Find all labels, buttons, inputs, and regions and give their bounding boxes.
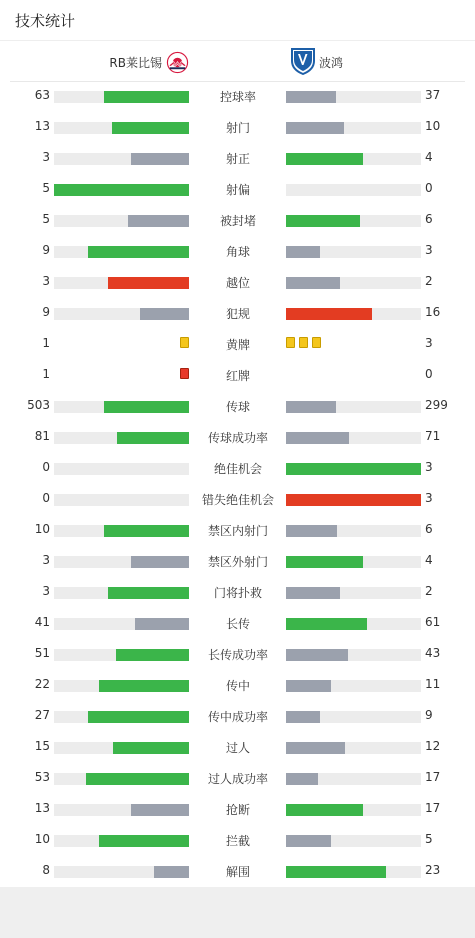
home-bar-fill xyxy=(104,525,189,537)
away-value: 3 xyxy=(425,336,433,350)
stat-row xyxy=(0,334,475,356)
away-bar-fill xyxy=(286,463,421,475)
home-value: 9 xyxy=(42,243,50,257)
home-value: 503 xyxy=(27,398,50,412)
away-bar-fill xyxy=(286,91,336,103)
home-value: 3 xyxy=(42,553,50,567)
stat-label: 射偏 xyxy=(225,183,250,197)
away-bar-fill xyxy=(286,742,345,754)
home-value: 13 xyxy=(34,801,50,815)
away-value: 3 xyxy=(425,491,433,505)
stat-row xyxy=(0,117,475,139)
away-bar-fill xyxy=(286,835,331,847)
home-bar-track xyxy=(54,680,189,692)
home-value: 53 xyxy=(34,770,50,784)
home-bar-fill xyxy=(88,711,189,723)
home-bar-fill xyxy=(135,618,189,630)
away-bar-fill xyxy=(286,556,363,568)
home-cards xyxy=(54,337,189,351)
home-bar-track xyxy=(54,308,189,320)
teams-divider xyxy=(10,81,465,82)
stat-label: 红牌 xyxy=(225,369,250,383)
away-value: 9 xyxy=(425,708,433,722)
away-bar-track xyxy=(286,401,421,413)
home-value: 0 xyxy=(42,491,50,505)
stat-row xyxy=(0,551,475,573)
away-bar-fill xyxy=(286,773,318,785)
home-bar-track xyxy=(54,91,189,103)
home-bar-fill xyxy=(116,649,189,661)
stat-label: 绝佳机会 xyxy=(213,462,262,476)
stat-label: 传中 xyxy=(225,679,250,693)
stat-label: 解围 xyxy=(225,865,250,879)
away-team-name: 波鸿 xyxy=(319,56,344,70)
home-bar-fill xyxy=(99,680,189,692)
home-bar-track xyxy=(54,215,189,227)
away-value: 43 xyxy=(425,646,441,660)
home-bar-fill xyxy=(108,277,189,289)
away-bar-track xyxy=(286,618,421,630)
home-bar-fill xyxy=(104,401,189,413)
stat-label: 黄牌 xyxy=(225,338,250,352)
home-bar-track xyxy=(54,587,189,599)
away-value: 6 xyxy=(425,522,433,536)
home-bar-track xyxy=(54,184,189,196)
home-bar-track xyxy=(54,742,189,754)
home-value: 10 xyxy=(34,832,50,846)
stat-label: 犯规 xyxy=(225,307,250,321)
away-bar-track xyxy=(286,556,421,568)
stat-row xyxy=(0,520,475,542)
stat-label: 射门 xyxy=(225,121,250,135)
stat-label: 越位 xyxy=(225,276,250,290)
stat-row xyxy=(0,179,475,201)
stat-label: 长传 xyxy=(225,617,250,631)
home-value: 10 xyxy=(34,522,50,536)
away-value: 23 xyxy=(425,863,441,877)
away-bar-fill xyxy=(286,277,340,289)
stat-row xyxy=(0,272,475,294)
stat-label: 门将扑救 xyxy=(213,586,262,600)
home-value: 0 xyxy=(42,460,50,474)
away-bar-fill xyxy=(286,215,360,227)
home-cards xyxy=(54,368,189,382)
stat-row xyxy=(0,613,475,635)
home-bar-track xyxy=(54,866,189,878)
away-value: 17 xyxy=(425,770,441,784)
home-bar-track xyxy=(54,463,189,475)
home-value: 13 xyxy=(34,119,50,133)
home-bar-track xyxy=(54,401,189,413)
stat-row xyxy=(0,768,475,790)
home-value: 63 xyxy=(34,88,50,102)
stat-row xyxy=(0,830,475,852)
home-bar-track xyxy=(54,773,189,785)
home-bar-fill xyxy=(86,773,189,785)
away-value: 2 xyxy=(425,584,433,598)
away-bar-fill xyxy=(286,494,421,506)
home-value: 3 xyxy=(42,584,50,598)
away-bar-fill xyxy=(286,649,348,661)
stat-row xyxy=(0,148,475,170)
teams-header xyxy=(0,46,475,76)
home-value: 3 xyxy=(42,150,50,164)
stat-label: 禁区内射门 xyxy=(207,524,268,538)
home-bar-track xyxy=(54,525,189,537)
home-value: 5 xyxy=(42,212,50,226)
stat-label: 长传成功率 xyxy=(207,648,268,662)
away-cards xyxy=(286,337,421,351)
stat-label: 传球成功率 xyxy=(207,431,268,445)
away-value: 4 xyxy=(425,150,433,164)
stat-label: 传中成功率 xyxy=(207,710,268,724)
stat-label: 角球 xyxy=(225,245,250,259)
home-bar-fill xyxy=(154,866,189,878)
home-bar-track xyxy=(54,835,189,847)
home-bar-fill xyxy=(131,556,189,568)
home-bar-fill xyxy=(131,804,189,816)
stat-row xyxy=(0,365,475,387)
away-value: 3 xyxy=(425,243,433,257)
home-value: 1 xyxy=(42,367,50,381)
away-bar-fill xyxy=(286,525,337,537)
home-bar-fill xyxy=(112,122,189,134)
home-value: 3 xyxy=(42,274,50,288)
away-bar-fill xyxy=(286,711,320,723)
yellow-card-icon xyxy=(286,337,295,348)
away-bar-fill xyxy=(286,618,367,630)
away-bar-fill xyxy=(286,866,386,878)
home-value: 27 xyxy=(34,708,50,722)
home-value: 15 xyxy=(34,739,50,753)
home-bar-fill xyxy=(54,184,189,196)
home-bar-fill xyxy=(108,587,189,599)
away-value: 299 xyxy=(425,398,448,412)
away-value: 6 xyxy=(425,212,433,226)
away-value: 5 xyxy=(425,832,433,846)
away-value: 17 xyxy=(425,801,441,815)
stat-row xyxy=(0,675,475,697)
away-value: 12 xyxy=(425,739,441,753)
home-bar-fill xyxy=(131,153,189,165)
home-bar-track xyxy=(54,432,189,444)
stat-row xyxy=(0,86,475,108)
home-bar-fill xyxy=(140,308,189,320)
home-bar-fill xyxy=(99,835,189,847)
away-bar-fill xyxy=(286,122,344,134)
away-bar-track xyxy=(286,525,421,537)
stat-label: 过人成功率 xyxy=(207,772,268,786)
away-bar-track xyxy=(286,122,421,134)
away-value: 4 xyxy=(425,553,433,567)
away-bar-track xyxy=(286,587,421,599)
away-bar-track xyxy=(286,835,421,847)
vfl-bochum-logo-icon xyxy=(290,47,316,75)
home-team-name: RB莱比锡 xyxy=(109,56,162,70)
home-value: 51 xyxy=(34,646,50,660)
home-value: 9 xyxy=(42,305,50,319)
away-bar-track xyxy=(286,773,421,785)
away-bar-track xyxy=(286,680,421,692)
away-bar-track xyxy=(286,246,421,258)
stat-label: 过人 xyxy=(225,741,250,755)
stat-row xyxy=(0,241,475,263)
away-bar-fill xyxy=(286,401,336,413)
stat-row xyxy=(0,706,475,728)
stat-row xyxy=(0,582,475,604)
home-value: 22 xyxy=(34,677,50,691)
home-bar-fill xyxy=(128,215,189,227)
away-bar-fill xyxy=(286,432,349,444)
away-bar-track xyxy=(286,649,421,661)
away-bar-track xyxy=(286,742,421,754)
stat-label: 控球率 xyxy=(219,90,256,104)
stat-label: 错失绝佳机会 xyxy=(201,493,274,507)
stat-label: 抢断 xyxy=(225,803,250,817)
home-bar-track xyxy=(54,618,189,630)
away-value: 0 xyxy=(425,367,433,381)
home-bar-track xyxy=(54,556,189,568)
away-bar-fill xyxy=(286,308,372,320)
stat-row xyxy=(0,737,475,759)
away-bar-track xyxy=(286,153,421,165)
red-card-icon xyxy=(180,368,189,379)
away-bar-track xyxy=(286,308,421,320)
home-value: 81 xyxy=(34,429,50,443)
stat-label: 被封堵 xyxy=(219,214,256,228)
away-cards xyxy=(286,368,421,382)
away-value: 0 xyxy=(425,181,433,195)
away-value: 11 xyxy=(425,677,441,691)
home-value: 41 xyxy=(34,615,50,629)
section-title: 技术统计 xyxy=(15,12,76,30)
away-bar-track xyxy=(286,866,421,878)
stat-row xyxy=(0,210,475,232)
stat-label: 拦截 xyxy=(225,834,250,848)
away-bar-track xyxy=(286,804,421,816)
header-divider xyxy=(0,40,475,41)
yellow-card-icon xyxy=(180,337,189,348)
home-value: 8 xyxy=(42,863,50,877)
yellow-card-icon xyxy=(299,337,308,348)
away-bar-track xyxy=(286,184,421,196)
away-bar-track xyxy=(286,277,421,289)
away-value: 61 xyxy=(425,615,441,629)
stat-row xyxy=(0,303,475,325)
away-bar-fill xyxy=(286,587,340,599)
away-bar-track xyxy=(286,91,421,103)
away-bar-track xyxy=(286,432,421,444)
away-bar-track xyxy=(286,711,421,723)
stat-label: 禁区外射门 xyxy=(207,555,268,569)
stat-row xyxy=(0,644,475,666)
stat-row xyxy=(0,458,475,480)
away-value: 10 xyxy=(425,119,441,133)
home-bar-fill xyxy=(117,432,189,444)
home-bar-fill xyxy=(104,91,189,103)
stat-label: 射正 xyxy=(225,152,250,166)
away-value: 16 xyxy=(425,305,441,319)
away-bar-fill xyxy=(286,804,363,816)
stat-row xyxy=(0,427,475,449)
away-value: 71 xyxy=(425,429,441,443)
stat-row xyxy=(0,489,475,511)
away-bar-track xyxy=(286,494,421,506)
home-bar-track xyxy=(54,804,189,816)
home-bar-track xyxy=(54,153,189,165)
away-bar-fill xyxy=(286,680,331,692)
home-bar-fill xyxy=(88,246,189,258)
yellow-card-icon xyxy=(312,337,321,348)
home-value: 1 xyxy=(42,336,50,350)
away-bar-fill xyxy=(286,153,363,165)
home-bar-fill xyxy=(113,742,189,754)
away-bar-track xyxy=(286,215,421,227)
home-bar-track xyxy=(54,246,189,258)
home-bar-track xyxy=(54,649,189,661)
stat-row xyxy=(0,799,475,821)
away-value: 3 xyxy=(425,460,433,474)
home-bar-track xyxy=(54,494,189,506)
away-value: 37 xyxy=(425,88,441,102)
home-bar-track xyxy=(54,277,189,289)
home-bar-track xyxy=(54,122,189,134)
home-value: 5 xyxy=(42,181,50,195)
stat-row xyxy=(0,396,475,418)
home-bar-track xyxy=(54,711,189,723)
away-value: 2 xyxy=(425,274,433,288)
rb-leipzig-logo-icon xyxy=(166,51,189,74)
away-bar-track xyxy=(286,463,421,475)
away-bar-fill xyxy=(286,246,320,258)
stat-row xyxy=(0,861,475,883)
stat-label: 传球 xyxy=(225,400,250,414)
